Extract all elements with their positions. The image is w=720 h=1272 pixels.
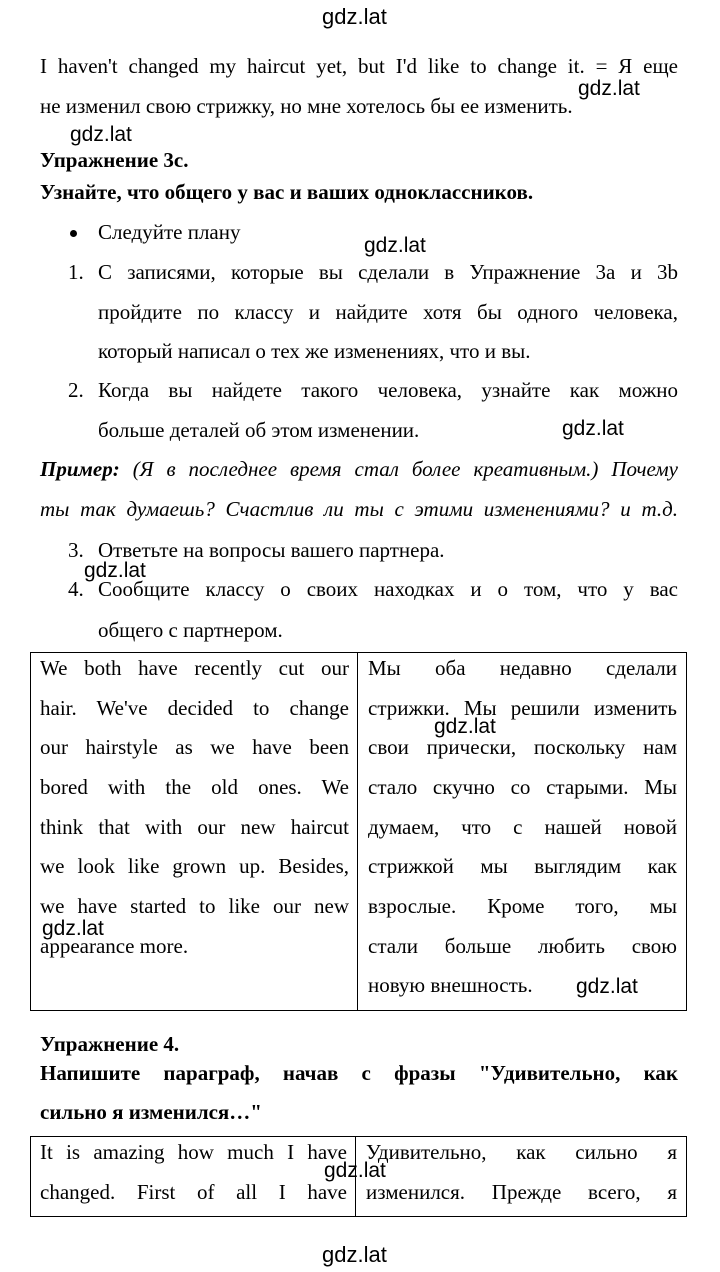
- table-right-line: новую внешность.: [368, 973, 533, 997]
- step-1-line-1: С записями, которые вы сделали в Упражнение 3a и 3b: [98, 260, 678, 284]
- watermark: gdz.lat: [364, 234, 426, 257]
- table-left-line: We both have recently cut our: [40, 656, 349, 680]
- bullet-text: Следуйте плану: [98, 220, 241, 244]
- watermark-bottom: gdz.lat: [322, 1242, 387, 1267]
- step-4-line-1: Сообщите классу о своих находках и о том, что у вас: [98, 577, 678, 601]
- step-2-line-2: больше деталей об этом изменении.: [98, 418, 420, 442]
- table-divider: [357, 652, 358, 1011]
- watermark: gdz.lat: [324, 1159, 386, 1182]
- exercise-3c-task: Узнайте, что общего у вас и ваших одноклассников.: [40, 180, 534, 204]
- table-right-line: стали больше любить свою: [368, 934, 677, 958]
- example-label: Пример:: [40, 457, 120, 481]
- exercise-4-heading: Упражнение 4.: [40, 1032, 180, 1056]
- step-number: 1.: [68, 260, 84, 284]
- table-2-left-line: changed. First of all I have: [40, 1180, 347, 1204]
- table-right-line: думаем, что с нашей новой: [368, 815, 677, 839]
- watermark: gdz.lat: [434, 715, 496, 738]
- table-left-line: hair. We've decided to change: [40, 696, 349, 720]
- table-left-line: bored with the old ones. We: [40, 775, 349, 799]
- example-line-1: [40, 459, 678, 480]
- table-left-line: think that with our new haircut: [40, 815, 349, 839]
- table-2-right-line: изменился. Прежде всего, я: [366, 1180, 677, 1204]
- step-1-line-3: который написал о тех же изменениях, что и вы.: [98, 339, 531, 363]
- exercise-4-task-line-2: сильно я изменился…": [40, 1100, 262, 1124]
- table-left-line: we look like grown up. Besides,: [40, 854, 349, 878]
- intro-line-2: не изменил свою стрижку, но мне хотелось бы ее изменить.: [40, 94, 573, 118]
- step-1-line-2: пройдите по классу и найдите хотя бы одного человека,: [98, 300, 678, 324]
- exercise-3c-heading: Упражнение 3c.: [40, 148, 189, 172]
- watermark: gdz.lat: [578, 77, 640, 100]
- step-number: 3.: [68, 538, 84, 562]
- table-left-line: our hairstyle as we have been: [40, 735, 349, 759]
- watermark: gdz.lat: [562, 417, 624, 440]
- watermark: gdz.lat: [70, 123, 132, 146]
- table-left-line: appearance more.: [40, 934, 189, 958]
- table-right-line: стрижки. Мы решили изменить: [368, 696, 677, 720]
- step-number: 2.: [68, 378, 84, 402]
- table-right-line: Мы оба недавно сделали: [368, 656, 677, 680]
- watermark-top: gdz.lat: [322, 4, 387, 29]
- table-2-left-line: It is amazing how much I have: [40, 1140, 347, 1164]
- table-right-line: стрижкой мы выглядим как: [368, 854, 677, 878]
- example-text: (Я в последнее время стал более креативным.) Почему: [132, 457, 679, 481]
- watermark: gdz.lat: [84, 559, 146, 582]
- watermark: gdz.lat: [42, 917, 104, 940]
- bullet-icon: [70, 230, 77, 237]
- table-2-right-line: Удивительно, как сильно я: [366, 1140, 677, 1164]
- table-right-line: взрослые. Кроме того, мы: [368, 894, 677, 918]
- table-right-line: стало скучно со старыми. Мы: [368, 775, 677, 799]
- step-3-line-1: Ответьте на вопросы вашего партнера.: [98, 538, 445, 562]
- step-4-line-2: общего с партнером.: [98, 618, 283, 642]
- watermark: gdz.lat: [576, 975, 638, 998]
- intro-line-1: I haven't changed my haircut yet, but I'd like to change it. = Я еще: [40, 54, 678, 78]
- table-right-line: свои прически, поскольку нам: [368, 735, 677, 759]
- step-2-line-1: Когда вы найдете такого человека, узнайте как можно: [98, 378, 678, 402]
- step-number: 4.: [68, 577, 84, 601]
- table-left-line: we have started to like our new: [40, 894, 349, 918]
- example-line-2: ты так думаешь? Счастлив ли ты с этими изменениями? и т.д.: [40, 497, 678, 521]
- exercise-4-task-line-1: Напишите параграф, начав с фразы "Удивительно, как: [40, 1061, 678, 1085]
